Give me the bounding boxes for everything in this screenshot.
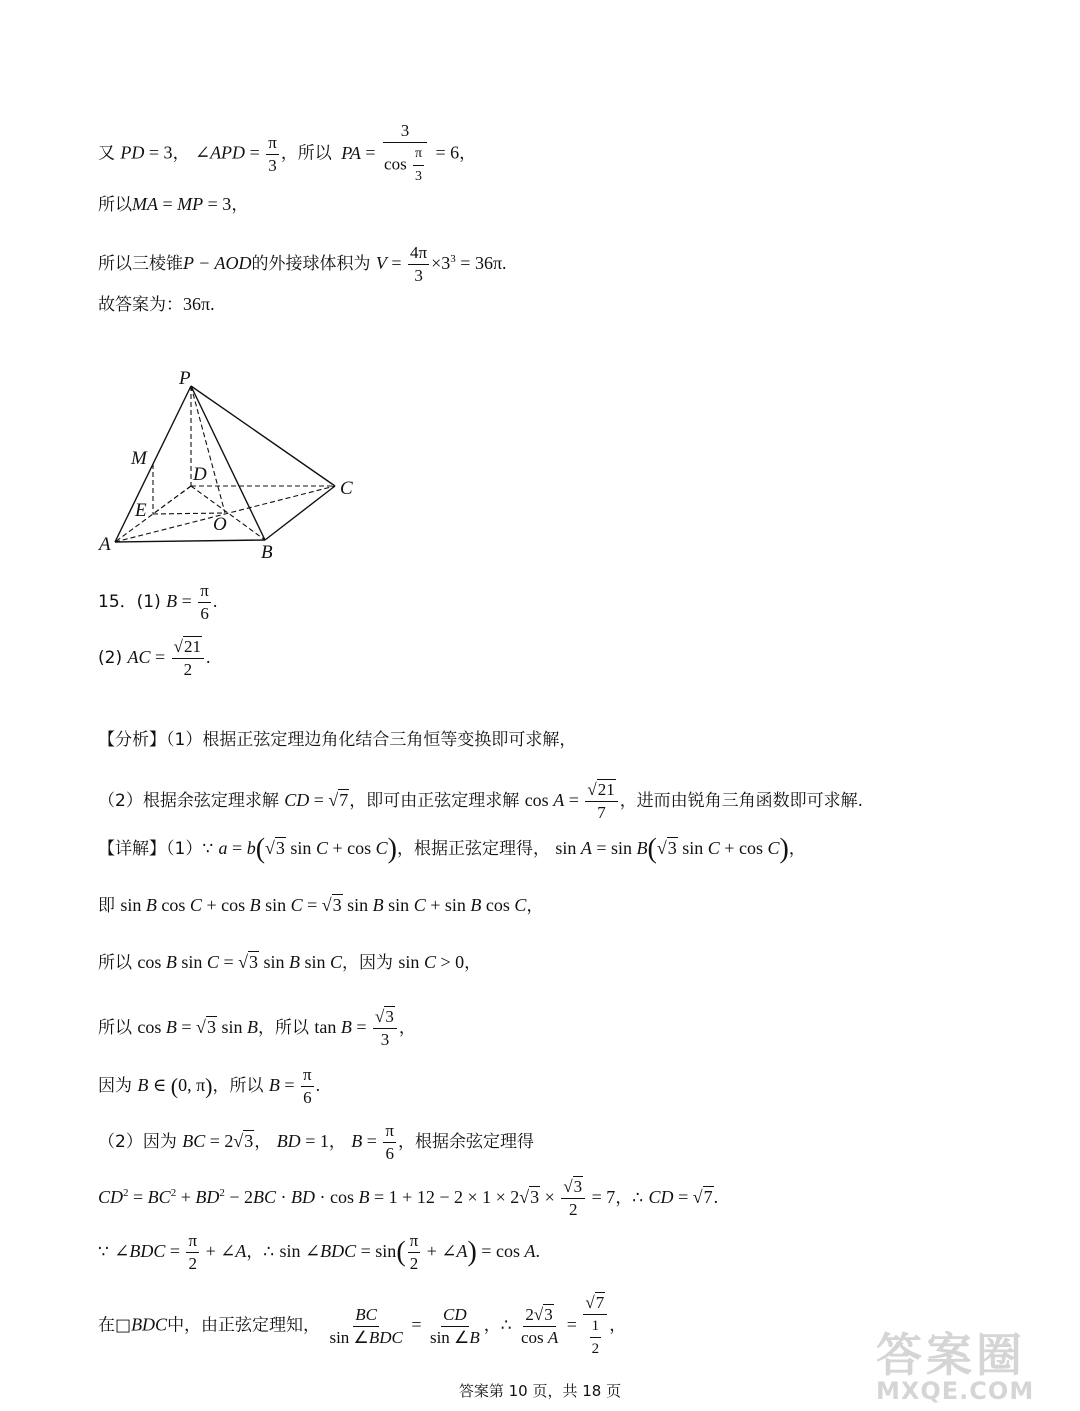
label-b: B	[261, 542, 273, 562]
watermark-logo	[876, 1328, 1066, 1407]
pyramid-figure	[95, 362, 375, 562]
detail-cosine-law: $CD^2 = BC^2 + BD^2 - 2BC$ · BD · cos B = 1 + 12 − 2 × 1 × 2√3 × $\frac{√3}{2}$ = 7，∴ CD = √7.	[98, 1177, 719, 1219]
label-m: M	[131, 448, 147, 469]
label-a: A	[99, 534, 111, 555]
detail-part2-line1: （2）因为 BC = 2√3， BD = 1， B = $\frac{\pi}{6}$ ，根据余弦定理得	[98, 1121, 534, 1163]
edge-po	[191, 386, 225, 513]
label-d: D	[193, 464, 207, 485]
edge-ab	[115, 540, 265, 542]
label-c: C	[340, 478, 353, 499]
detail-line2: 即 sin B cos C + cos B sin C = √3 sin B sin C + sin B cos C，	[98, 895, 544, 916]
line-sphere-volume: 所以三棱锥P − AOD的外接球体积为 V = $\frac{4\pi}{3}$ $\times 3^3 = 36\pi$.	[98, 243, 507, 285]
line-answer: 故答案为：36π.	[98, 294, 215, 315]
detail-line5: 因为 B ∈ (0, π)，所以 B = $\frac{\pi}{6}$ .	[98, 1065, 321, 1107]
edge-pb	[191, 386, 265, 540]
q15-part1: 15．(1) B = $\frac{\pi}{6}$ .	[98, 581, 218, 623]
line-pd-angle: 又 PD = 3， ∠APD = $\frac{\pi}{3}$ ，所以 PA = 3 cos $\frac{\pi}{3}$ = 6，	[98, 121, 477, 184]
label-p: P	[179, 368, 191, 389]
analysis-line1: 【分析】（1）根据正弦定理边角化结合三角恒等变换即可求解，	[98, 730, 577, 750]
edge-pc	[191, 386, 335, 486]
page-footer: 答案第 10 页，共 18 页	[458, 1382, 622, 1400]
detail-line3: 所以 cos B sin C = √3 sin B sin C，因为 sin C > 0，	[98, 952, 482, 973]
watermark-domain: MXQE.COM	[876, 1377, 1035, 1405]
q15-part2: (2) AC = $\frac{√21}{2}$ .	[98, 637, 211, 679]
edge-bc	[265, 486, 335, 540]
label-e: E	[135, 500, 147, 521]
detail-line4: 所以 cos B = √3 sin B，所以 tan B = $\frac{√3}{3}$ ，	[98, 1007, 416, 1049]
analysis-line2: （2）根据余弦定理求解 CD = √7，即可由正弦定理求解 cos A = $\frac{√21}{7}$ ，进而由锐角三角函数即可求解.	[98, 780, 864, 822]
edge-de	[153, 486, 191, 514]
detail-line1: 【详解】（1）∵ a = b(√3 sin C + cos C)，根据正弦定理得， sin A = sin B(√3 sin C + cos C)，	[98, 833, 806, 865]
detail-sine-law: 在□BDC中，由正弦定理知， $\frac{BC}{\text{sin ∠BDC}}$ = $\frac{CD}{\sin \angle B}$ ，∴ $\frac{2√3}{\text{cos A}}$ = $\frac{√7}{\frac{1}{2}}$ ，	[98, 1293, 627, 1357]
detail-angle-bdc: ∵ ∠BDC = $\frac{\pi}{2}$ + ∠A，∴ sin ∠BDC = sin( $\frac{\pi}{2}$ + ∠A) = cos A.	[98, 1231, 540, 1273]
label-o: O	[213, 514, 227, 535]
watermark-text: 答案圈	[876, 1328, 1026, 1382]
line-ma-mp: 所以MA = MP = 3，	[98, 194, 249, 215]
